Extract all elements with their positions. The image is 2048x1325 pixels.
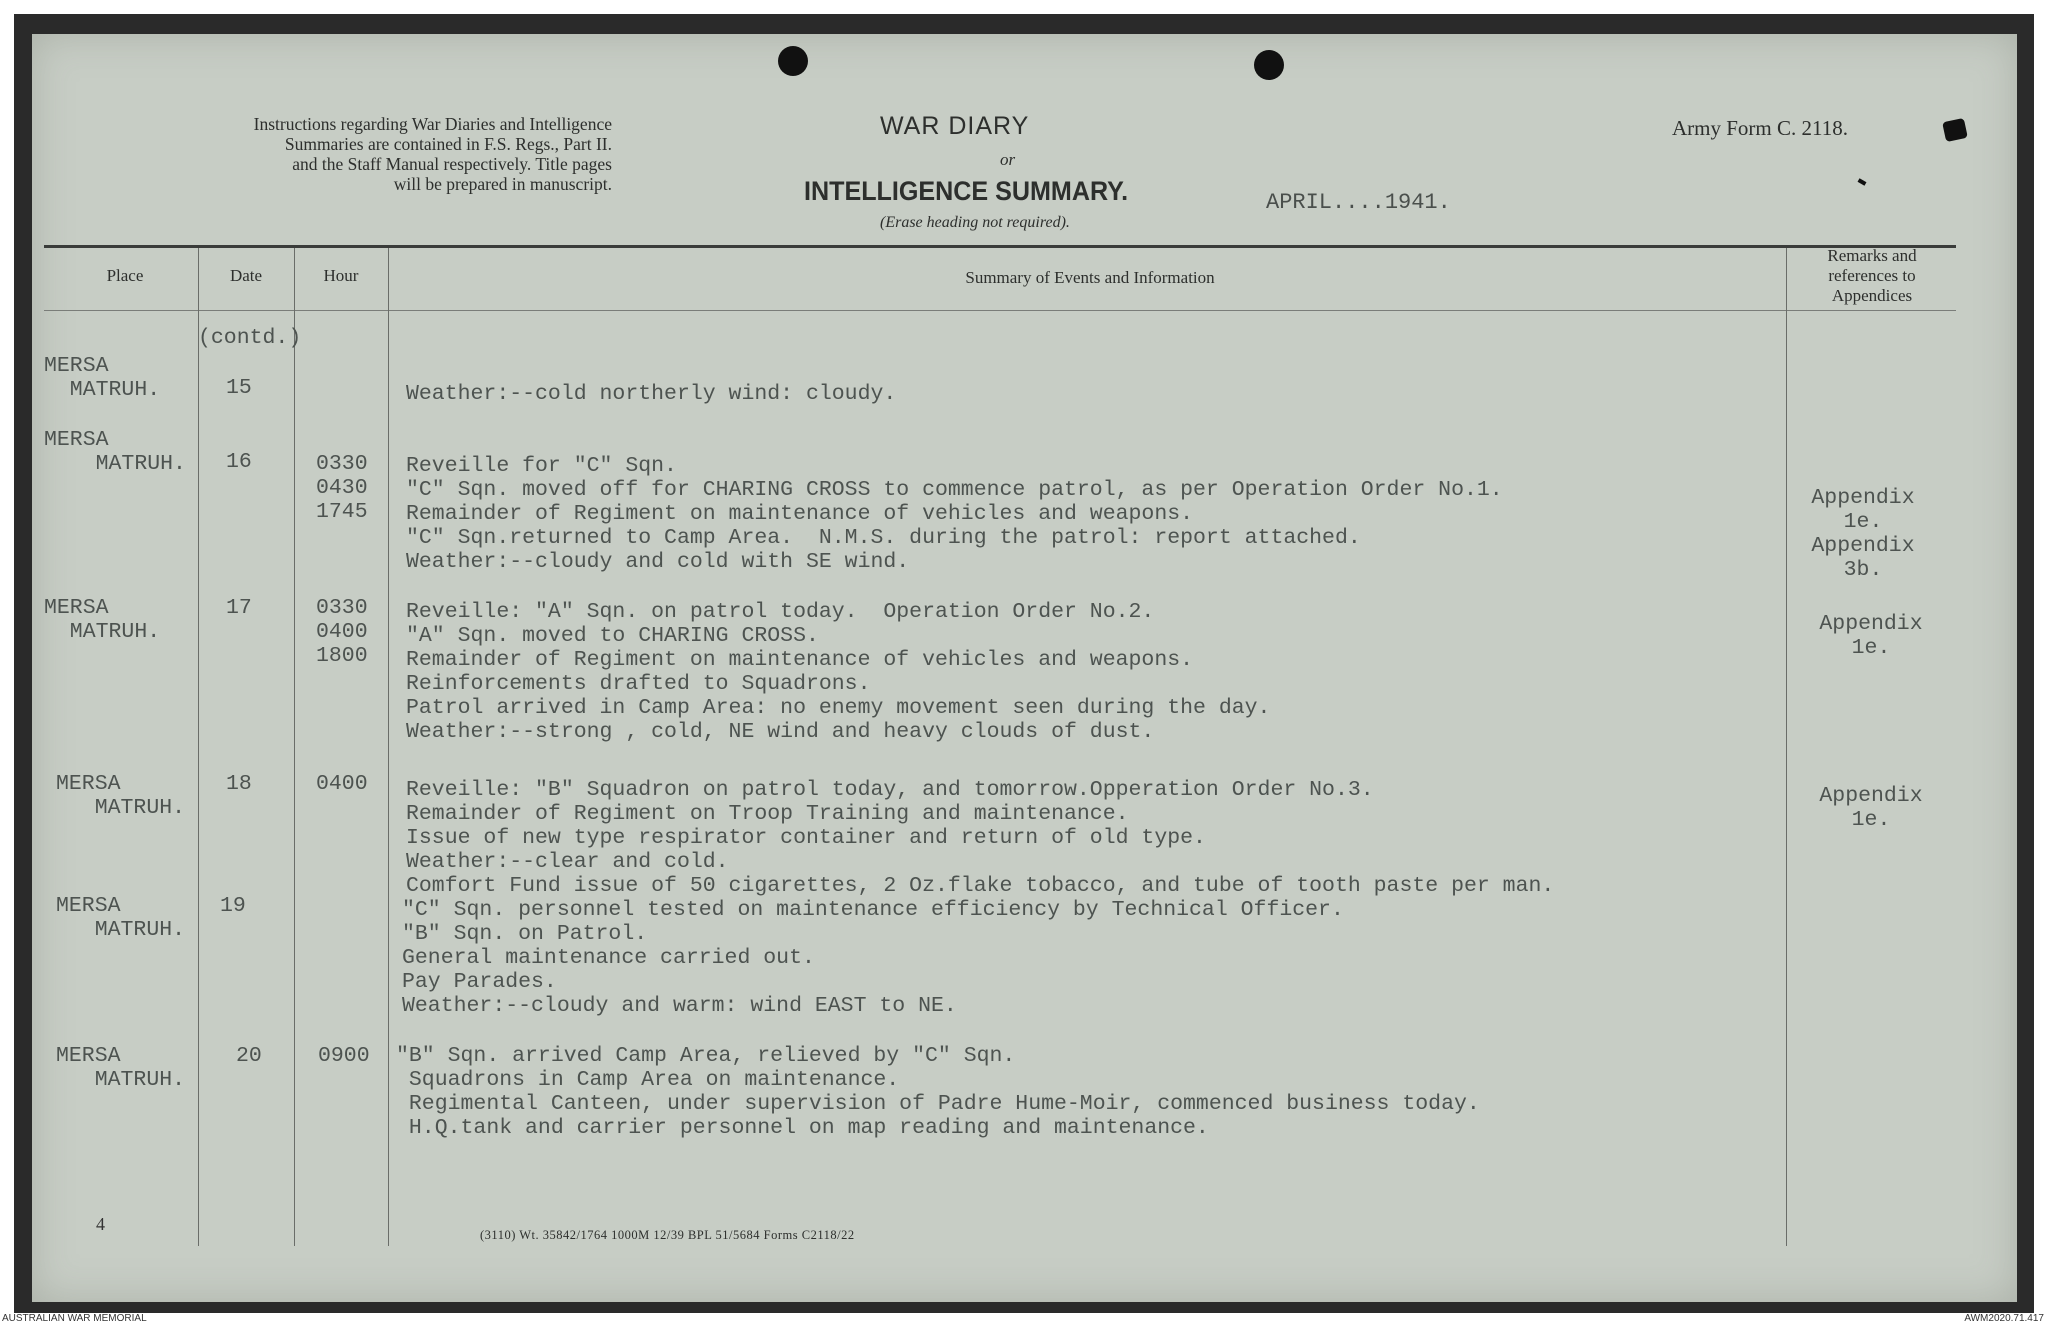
column-divider xyxy=(1786,248,1787,1246)
remarks-cell: Appendix 1e. Appendix 3b. xyxy=(1811,486,1915,582)
header-rule-bottom xyxy=(44,310,1956,311)
remarks-cell: Appendix 1e. xyxy=(1819,612,1923,660)
place-cell: MERSA MATRUH. xyxy=(44,596,161,644)
form-print-code: (3110) Wt. 35842/1764 1000M 12/39 BPL 51/5684 Forms C2118/22 xyxy=(480,1228,855,1242)
diary-month: APRIL....1941. xyxy=(1266,190,1451,215)
remarks-header-line: Appendices xyxy=(1831,286,1913,305)
instructions-line: Instructions regarding War Diaries and Intelligence xyxy=(253,114,612,134)
erase-note: (Erase heading not required). xyxy=(880,214,1070,231)
summary-cell: "C" Sqn. personnel tested on maintenance efficiency by Technical Officer. "B" Sqn. on Patrol. General maintenance carried out. Pay Parades. Weather:--cloudy and warm: wind EAST to NE. xyxy=(402,898,1344,1018)
column-divider xyxy=(388,248,389,1246)
date-cell: 16 xyxy=(226,450,252,474)
form-number: Army Form C. 2118. xyxy=(1672,116,1848,140)
ink-blot xyxy=(1942,118,1968,142)
column-divider xyxy=(294,248,295,1246)
date-cell: 20 xyxy=(236,1044,262,1068)
header-rule-top xyxy=(44,245,1956,248)
place-cell: MERSA MATRUH. xyxy=(44,428,186,476)
punch-hole-left xyxy=(778,46,808,76)
column-header-date: Date xyxy=(229,266,263,285)
remarks-cell: Appendix 1e. xyxy=(1819,784,1923,832)
instructions-block xyxy=(72,114,612,194)
hour-cell: 0330 0430 1745 xyxy=(316,452,368,524)
summary-cell: Reveille: "B" Squadron on patrol today, and tomorrow.Opperation Order No.3. Remainder of Regiment on Troop Training and maintenance. Issue of new type respirator container and return of old type. Weather:--clear and cold. Comfort Fund issue of 50 cigarettes, 2 Oz.flake tobacco, and tube of tooth paste per man. xyxy=(406,778,1555,898)
summary-cell: Reveille: "A" Sqn. on patrol today. Operation Order No.2. "A" Sqn. moved to CHARING CROSS. Remainder of Regiment on maintenance of vehicles and weapons. Reinforcements drafted to Squadrons. Patrol arrived in Camp Area: no enemy movement seen during the day. Weather:--strong , cold, NE wind and heavy clouds of dust. xyxy=(406,600,1271,744)
instructions-line: Summaries are contained in F.S. Regs., Part II. xyxy=(284,134,612,154)
archive-credit: AUSTRALIAN WAR MEMORIAL xyxy=(2,1313,147,1324)
hour-cell: 0330 0400 1800 xyxy=(316,596,368,668)
place-cell: MERSA MATRUH. xyxy=(44,354,161,402)
remarks-header-line: references to xyxy=(1828,266,1916,285)
punch-hole-right xyxy=(1254,50,1284,80)
column-header-hour: Hour xyxy=(323,266,359,285)
hour-cell: 0400 xyxy=(316,772,368,796)
column-divider xyxy=(198,248,199,1246)
ink-speck xyxy=(1858,178,1867,185)
summary-cell: "B" Sqn. arrived Camp Area, relieved by "C" Sqn. Squadrons in Camp Area on maintenance. Regimental Canteen, under supervision of Padre Hume-Moir, commenced business today. H.Q.tank and carrier personnel on map reading and maintenance. xyxy=(396,1044,1480,1140)
pencil-mark: 4 xyxy=(96,1214,105,1234)
column-header-summary: Summary of Events and Information xyxy=(965,268,1215,287)
summary-cell: Reveille for "C" Sqn. "C" Sqn. moved off for CHARING CROSS to commence patrol, as per Operation Order No.1. Remainder of Regiment on maintenance of vehicles and weapons. "C" Sqn.returned to Camp Area. N.M.S. during the patrol: report attached. Weather:--cloudy and cold with SE wind. xyxy=(406,454,1503,574)
place-cell: MERSA MATRUH. xyxy=(56,1044,186,1092)
title-intelligence-summary: INTELLIGENCE SUMMARY. xyxy=(804,176,1129,206)
instructions-line: and the Staff Manual respectively. Title pages xyxy=(292,154,612,174)
date-cell: 19 xyxy=(220,894,246,918)
archive-reference: AWM2020.71.417 xyxy=(1964,1313,2044,1324)
column-header-remarks xyxy=(1794,246,1950,306)
instructions-line: will be prepared in manuscript. xyxy=(393,174,612,194)
remarks-header-line: Remarks and xyxy=(1827,246,1917,265)
date-cell: 18 xyxy=(226,772,252,796)
place-cell: MERSA MATRUH. xyxy=(56,894,186,942)
title-war-diary: WAR DIARY xyxy=(880,112,1030,140)
place-cell: MERSA MATRUH. xyxy=(56,772,186,820)
title-or: or xyxy=(1000,150,1016,169)
date-cell: 15 xyxy=(226,376,252,400)
contd-label: (contd.) xyxy=(198,326,302,350)
archive-strip xyxy=(0,1313,2048,1325)
summary-cell: Weather:--cold northerly wind: cloudy. xyxy=(406,382,897,406)
column-header-place: Place xyxy=(106,266,144,285)
date-cell: 17 xyxy=(226,596,252,620)
hour-cell: 0900 xyxy=(318,1044,370,1068)
